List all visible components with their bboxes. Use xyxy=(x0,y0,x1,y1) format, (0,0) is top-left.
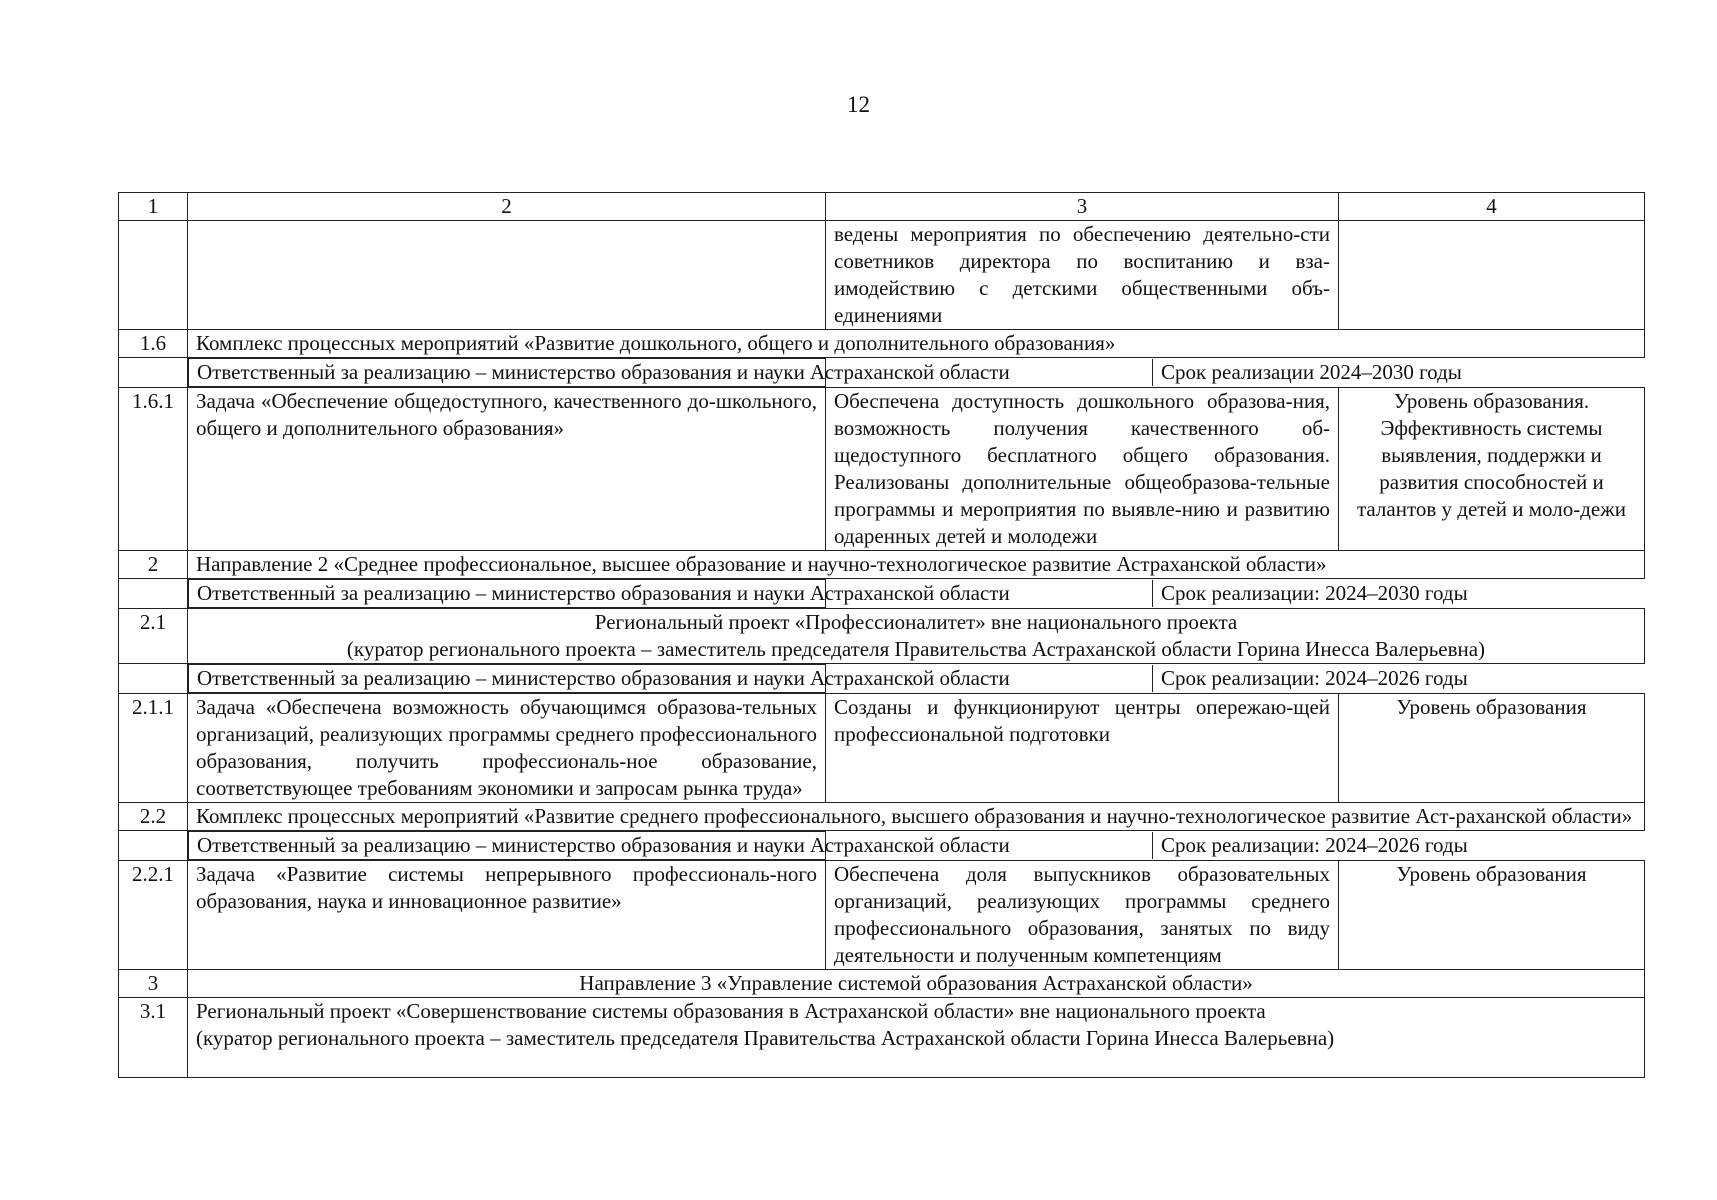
table-row-3 xyxy=(119,970,1645,998)
row-number-cell xyxy=(119,358,188,388)
table-row-3-1 xyxy=(119,998,1645,1078)
table-row-2-1 xyxy=(119,609,1645,664)
table-row-1-6-1 xyxy=(119,388,1645,551)
table-row-2-responsible xyxy=(119,579,1645,609)
table-row-2-1-responsible xyxy=(119,664,1645,694)
project-curator: (куратор регионального проекта – заместитель председателя Правительства Астраханской области Горина Инесса Валерьевна) xyxy=(196,1026,1335,1050)
row-number-cell xyxy=(119,579,188,609)
column-header-1: 1 xyxy=(119,193,188,221)
result-cell: ведены мероприятия по обеспечению деятельно-сти советников директора по воспитанию и вза-имодействию с детскими общественными объ-единениями xyxy=(826,221,1339,330)
responsible-bar xyxy=(188,358,1462,387)
section-title: Направление 3 «Управление системой образования Астраханской области» xyxy=(188,970,1645,998)
section-title: Комплекс процессных мероприятий «Развитие среднего профессионального, высшего образования и научно-технологическое развитие Аст-раханской области» xyxy=(188,803,1645,831)
activities-table xyxy=(118,192,1645,1078)
responsible-text: Ответственный за реализацию – министерство образования и науки Астраханской области xyxy=(189,832,1153,859)
link-cell xyxy=(1339,221,1645,330)
project-title: Региональный проект «Профессионалитет» вне национального проекта xyxy=(594,610,1238,634)
row-number-cell xyxy=(119,664,188,694)
table-row-1-6 xyxy=(119,330,1645,358)
row-number: 2.1.1 xyxy=(119,694,188,803)
project-curator: (куратор регионального проекта – заместитель председателя Правительства Астраханской области Горина Инесса Валерьевна) xyxy=(346,637,1486,661)
section-title xyxy=(188,609,1645,664)
link-cell: Уровень образования. Эффективность системы выявления, поддержки и развития способностей и талантов у детей и моло-дежи xyxy=(1339,388,1645,551)
responsible-bar xyxy=(188,664,1468,693)
table-row-2-2-1 xyxy=(119,861,1645,970)
term-text: Срок реализации: 2024–2026 годы xyxy=(1161,833,1468,857)
section-title xyxy=(188,998,1645,1078)
page-number: 12 xyxy=(847,92,870,117)
row-number-cell xyxy=(119,831,188,861)
row-number: 3 xyxy=(119,970,188,998)
result-cell: Обеспечена доля выпускников образовательных организаций, реализующих программы среднего профессионального образования, занятых по виду деятельности и полученным компетенциям xyxy=(826,861,1339,970)
row-number-cell xyxy=(119,221,188,330)
column-header-3: 3 xyxy=(826,193,1339,221)
table-row-2-2-responsible xyxy=(119,831,1645,861)
responsible-text: Ответственный за реализацию – министерство образования и науки Астраханской области xyxy=(189,580,1153,607)
task-cell: Задача «Обеспечение общедоступного, качественного до-школьного, общего и дополнительного образования» xyxy=(188,388,826,551)
row-number: 3.1 xyxy=(119,998,188,1078)
section-title: Направление 2 «Среднее профессиональное, высшее образование и научно-технологическое развитие Астраханской области» xyxy=(188,551,1645,579)
responsible-text: Ответственный за реализацию – министерство образования и науки Астраханской области xyxy=(189,665,1153,692)
term-text: Срок реализации 2024–2030 годы xyxy=(1161,360,1462,384)
row-number: 1.6.1 xyxy=(119,388,188,551)
table-row-1-6-responsible xyxy=(119,358,1645,388)
task-cell: Задача «Развитие системы непрерывного профессиональ-ного образования, наука и инновационное развитие» xyxy=(188,861,826,970)
table-row-2 xyxy=(119,551,1645,579)
responsible-bar xyxy=(188,579,1468,608)
row-number: 2.1 xyxy=(119,609,188,664)
task-cell: Задача «Обеспечена возможность обучающимся образова-тельных организаций, реализующих программы среднего профессионального образования, получить профессиональ-ное образование, соответствующее требованиям экономики и запросам рынка труда» xyxy=(188,694,826,803)
row-number: 1.6 xyxy=(119,330,188,358)
table-row-2-2 xyxy=(119,803,1645,831)
table-row-continuation xyxy=(119,221,1645,330)
column-header-4: 4 xyxy=(1339,193,1645,221)
term-text: Срок реализации: 2024–2030 годы xyxy=(1161,581,1468,605)
term-text: Срок реализации: 2024–2026 годы xyxy=(1161,666,1468,690)
task-cell xyxy=(188,221,826,330)
row-number: 2 xyxy=(119,551,188,579)
project-title: Региональный проект «Совершенствование системы образования в Астраханской области» вне национального проекта xyxy=(196,999,1266,1023)
responsible-text: Ответственный за реализацию – министерство образования и науки Астраханской области xyxy=(189,359,1153,386)
result-cell: Обеспечена доступность дошкольного образова-ния, возможность получения качественного об-щедоступного бесплатного общего образования. Реализованы дополнительные общеобразова-тельные программы и мероприятия по выявле-нию и развитию одаренных детей и молодежи xyxy=(826,388,1339,551)
link-cell: Уровень образования xyxy=(1339,861,1645,970)
section-title: Комплекс процессных мероприятий «Развитие дошкольного, общего и дополнительного образования» xyxy=(188,330,1645,358)
table-row-2-1-1 xyxy=(119,694,1645,803)
result-cell: Созданы и функционируют центры опережаю-щей профессиональной подготовки xyxy=(826,694,1339,803)
table-header-row xyxy=(119,193,1645,221)
responsible-bar xyxy=(188,831,1468,860)
row-number: 2.2 xyxy=(119,803,188,831)
link-cell: Уровень образования xyxy=(1339,694,1645,803)
column-header-2: 2 xyxy=(188,193,826,221)
row-number: 2.2.1 xyxy=(119,861,188,970)
